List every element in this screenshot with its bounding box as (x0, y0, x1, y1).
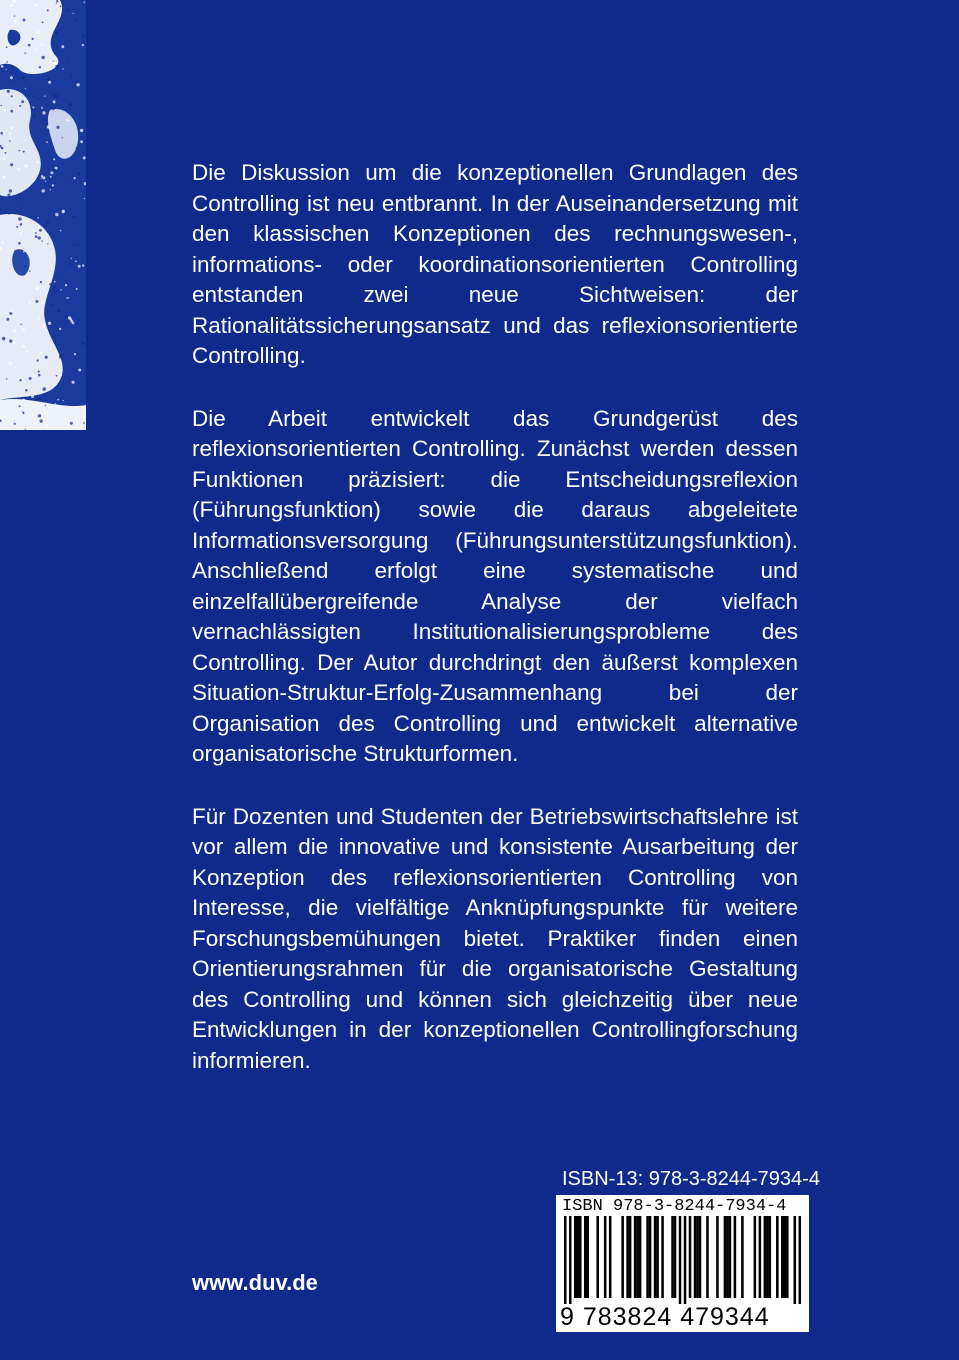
barcode-bar (636, 1216, 639, 1298)
barcode-bar (706, 1216, 709, 1298)
barcode-bar (674, 1216, 677, 1298)
barcode-bar (609, 1216, 612, 1298)
barcode-bar (724, 1216, 727, 1298)
barcode-bars (564, 1216, 801, 1304)
barcode-bar (634, 1216, 637, 1298)
barcode-bar (776, 1216, 779, 1298)
publisher-url[interactable]: www.duv.de (192, 1270, 318, 1295)
barcode-bar (596, 1216, 599, 1298)
cover-blurb (192, 158, 798, 1108)
barcode-bar (794, 1216, 797, 1304)
barcode-bar (574, 1216, 577, 1298)
barcode-bar (759, 1216, 762, 1298)
barcode-bar (694, 1216, 697, 1298)
barcode-bar (646, 1216, 649, 1298)
barcode-bar (716, 1216, 719, 1298)
barcode-bar (576, 1216, 579, 1298)
barcode-bar (626, 1216, 629, 1298)
globe-map-icon (0, 0, 86, 430)
barcode-bar (621, 1216, 624, 1298)
barcode-bar (754, 1216, 757, 1298)
barcode-bar (786, 1216, 789, 1298)
barcode-bar (769, 1216, 772, 1298)
barcode-bar (781, 1216, 784, 1298)
barcode-bar (661, 1216, 664, 1298)
barcode-bar (734, 1216, 737, 1298)
barcode-bar (671, 1216, 674, 1298)
isbn-label: ISBN-13: 978-3-8244-7934-4 (562, 1168, 820, 1190)
barcode-digits: 9 783824 479344 (560, 1303, 770, 1331)
barcode-bar (604, 1216, 607, 1298)
barcode-bar (629, 1216, 632, 1298)
barcode-bar (649, 1216, 652, 1298)
barcode-bar (689, 1216, 692, 1298)
blurb-paragraph-1: Die Diskussion um die konzeptionellen Grundlagen des Controlling ist neu entbrannt. In der Auseinandersetzung mit den klassischen Konzeptionen des rechnungswesen-, informations- oder koordinationsorientierten Controlling entstanden zwei neue Sichtweisen: der Rationalitätssicherungsansatz und das reflexionsorientierte Controlling. (192, 160, 798, 368)
barcode-bar (784, 1216, 787, 1298)
barcode-bar (584, 1216, 587, 1298)
barcode-bar (764, 1216, 767, 1298)
barcode-bar (699, 1216, 702, 1298)
blurb-paragraph-3: Für Dozenten und Studenten der Betriebswirtschaftslehre ist vor allem die innovative und konsistente Ausarbeitung der Konzeption des reflexionsorientierten Controlling von Interesse, die vielfältige Anknüpfungspunkte für weitere Forschungsbemühungen bietet. Praktiker finden einen Orientierungsrahmen für die organisatorische Gestaltung des Controlling und können sich gleichzeitig über neue Entwicklungen in der konzeptionellen Controllingforschung informieren. (192, 803, 798, 1073)
barcode-bar (766, 1216, 769, 1298)
barcode-bar (679, 1216, 682, 1304)
blurb-paragraph-2: Die Arbeit entwickelt das Grundgerüst des reflexionsorientierten Controlling. Zunächst werden dessen Funktionen präzisiert: die Entscheidungsreflexion (Führungsfunktion) sowie die daraus abgeleitete Informationsversorgung (Führungsunterstützungsfunktion). Anschließend erfolgt eine systematische und einzelfallübergreifende Analyse der vielfach vernachlässigten Institutionalisierungsprobleme des Controlling. Der Autor durchdringt den äußerst komplexen Situation-Struktur-Erfolg-Zusammenhang bei der Organisation des Controlling und entwickelt alternative organisatorische Strukturformen. (192, 405, 798, 766)
barcode-bar (579, 1216, 582, 1298)
barcode-bar (639, 1216, 642, 1298)
barcode-bar (729, 1216, 732, 1298)
barcode-bar (656, 1216, 659, 1298)
barcode-bar (586, 1216, 589, 1298)
barcode-isbn-text: ISBN 978-3-8244-7934-4 (562, 1197, 787, 1216)
barcode-bar (696, 1216, 699, 1298)
barcode-bar (741, 1216, 744, 1298)
isbn-barcode (556, 1195, 809, 1332)
barcode-bar (799, 1216, 801, 1304)
barcode-bar (569, 1216, 572, 1304)
barcode-bar (654, 1216, 657, 1298)
barcode-bar (684, 1216, 687, 1304)
barcode-bar (726, 1216, 729, 1298)
barcode-bar (564, 1216, 567, 1304)
